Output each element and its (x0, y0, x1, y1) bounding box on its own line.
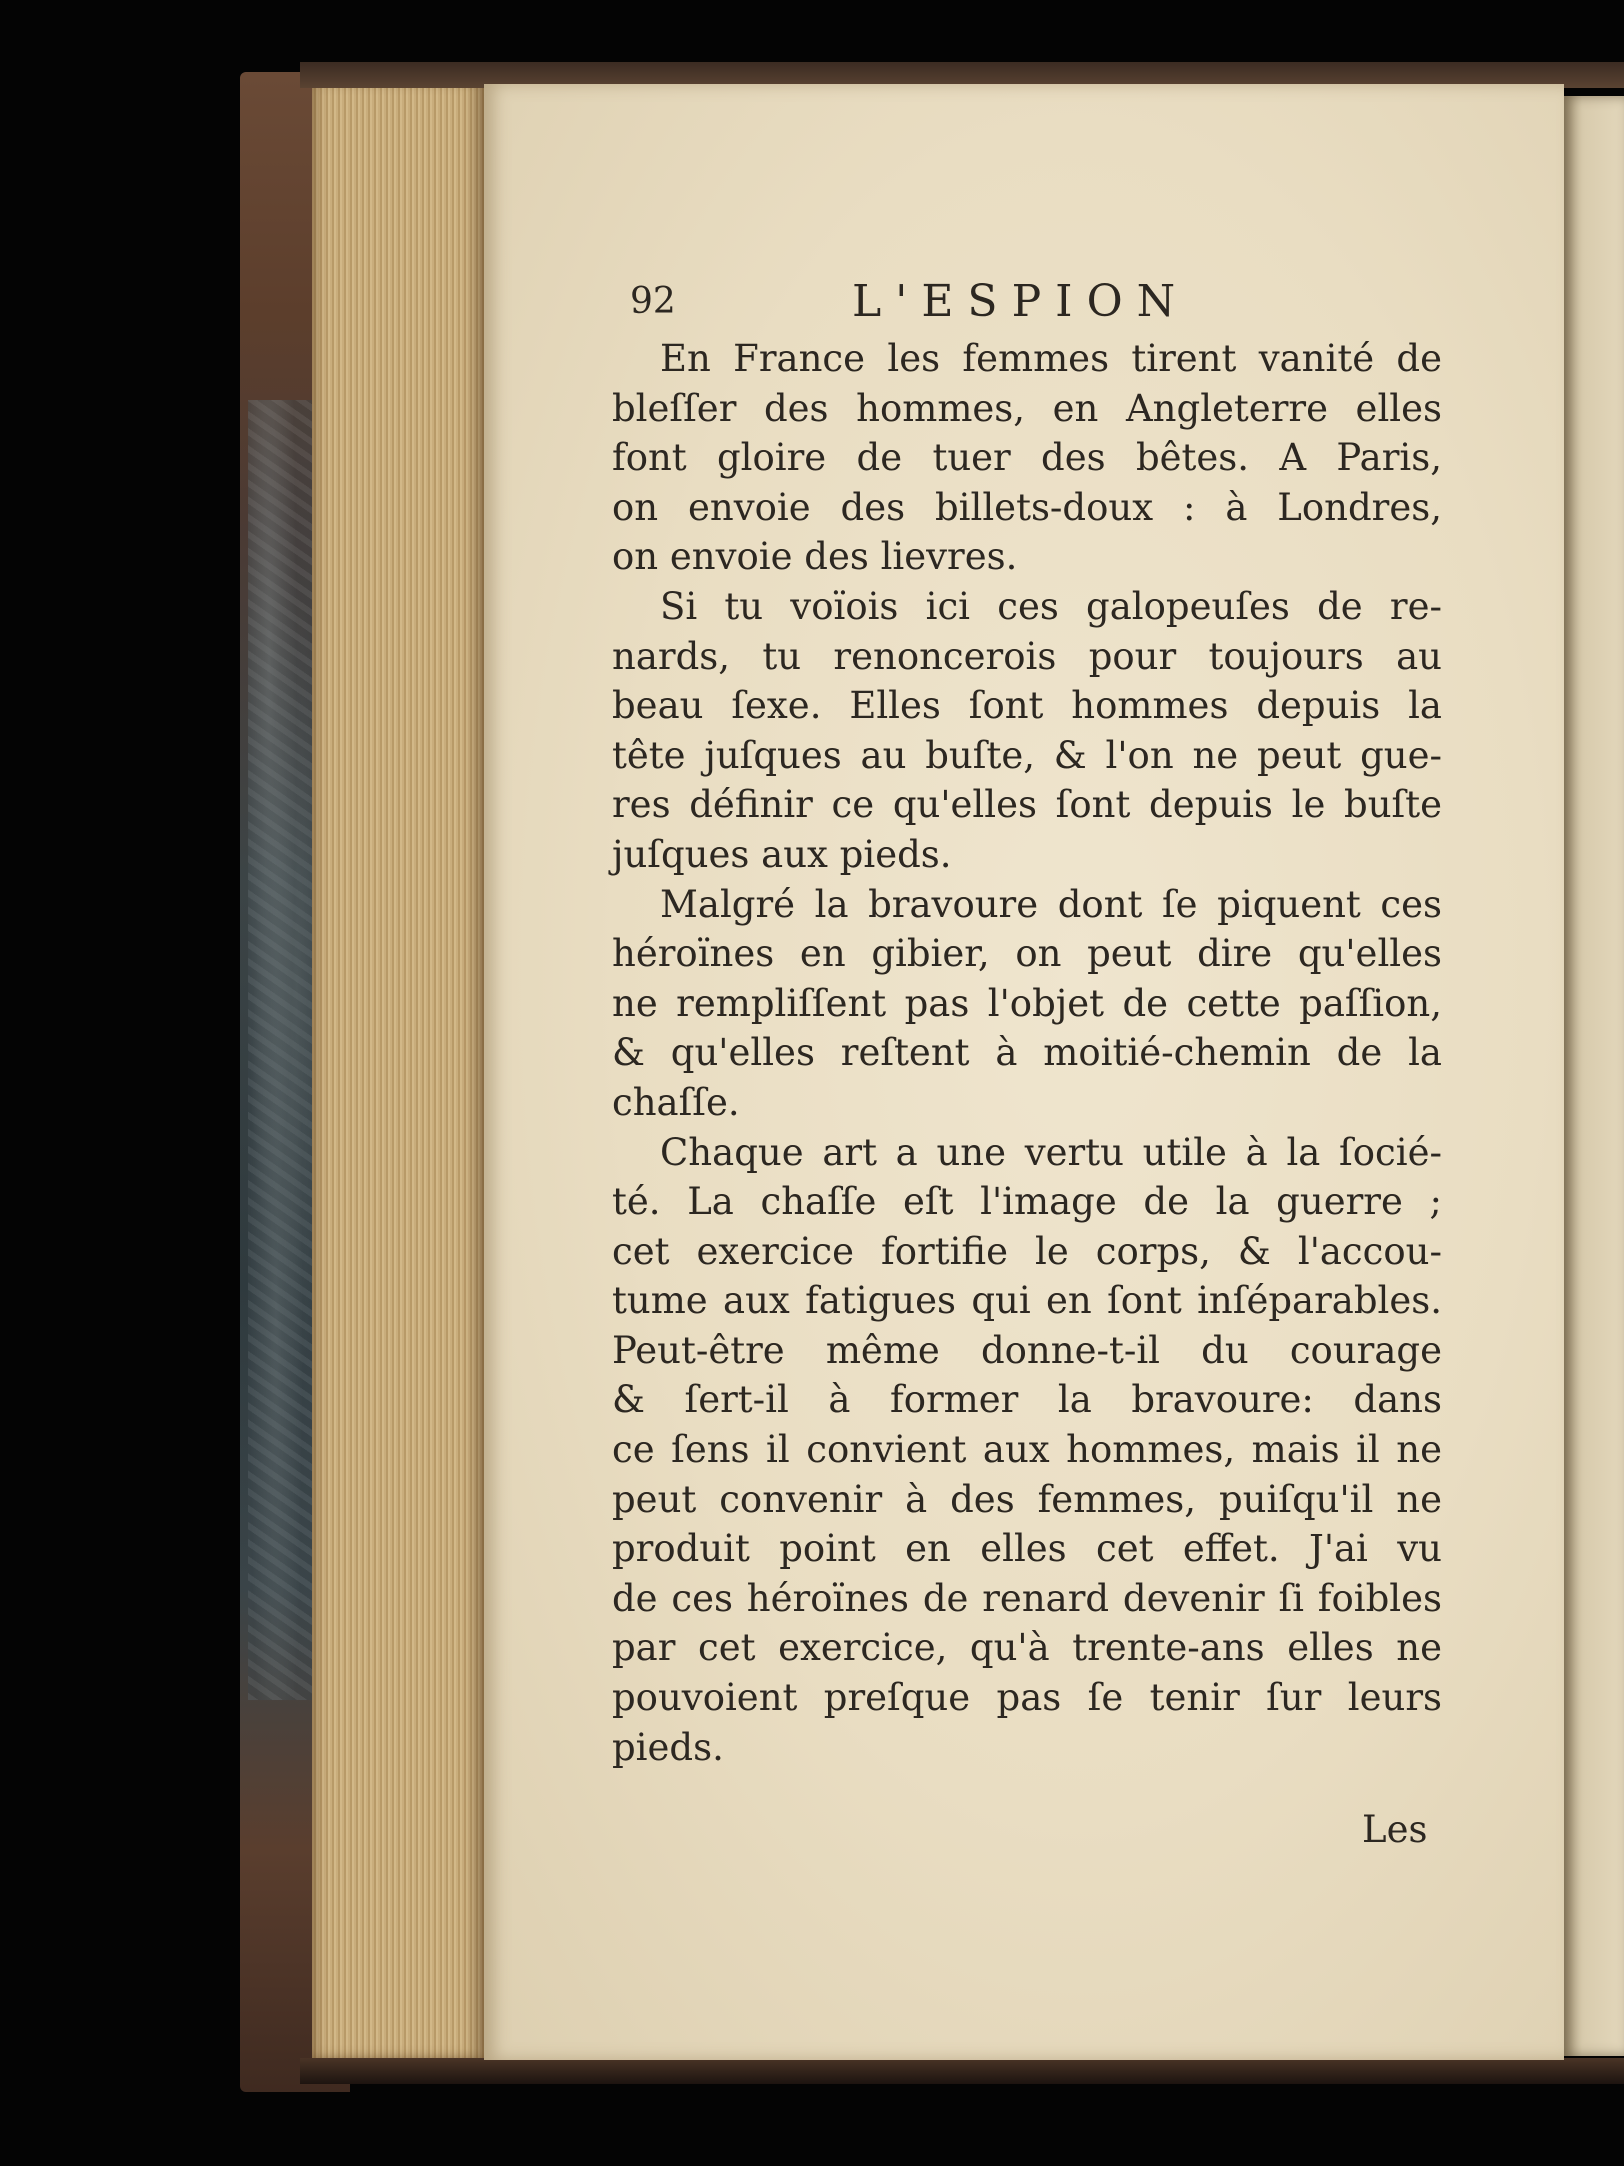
text-line: ce ſens il convient aux hommes, mais il ne (612, 1428, 1442, 1472)
marbled-board (248, 400, 318, 1700)
bottom-cover-edge (300, 2058, 1624, 2084)
text-line: pieds. (612, 1725, 724, 1769)
page-number: 92 (630, 281, 676, 322)
text-line: Si tu voïois ici ces galopeuſes de re- (660, 584, 1442, 628)
text-line: bleſſer des hommes, en Angleterre elles (612, 386, 1442, 430)
text-line: beau ſexe. Elles ſont hommes depuis la (612, 684, 1442, 728)
text-line: on envoie des lievres. (612, 535, 1018, 579)
text-line: & ſert-il à former la bravoure: dans (612, 1378, 1442, 1422)
text-line: ne rempliſſent pas l'objet de cette paſſion, (612, 981, 1442, 1025)
text-line: nards, tu renoncerois pour toujours au (612, 634, 1442, 678)
text-line: font gloire de tuer des bêtes. A Paris, (612, 436, 1442, 480)
text-line: juſques aux pieds. (612, 832, 952, 876)
running-title: L'ESPION (852, 276, 1190, 327)
text-line: pouvoient preſque pas ſe tenir ſur leurs (612, 1676, 1442, 1720)
text-line: Malgré la bravoure dont ſe piquent ces (660, 882, 1442, 926)
text-line: & qu'elles reſtent à moitié-chemin de la (612, 1031, 1442, 1075)
page-text (612, 270, 1442, 1772)
text-line: héroïnes en gibier, on peut dire qu'elles (612, 932, 1442, 976)
text-line: En France les femmes tirent vanité de (660, 337, 1442, 380)
text-line: chaſſe. (612, 1080, 740, 1124)
text-line: Chaque art a une vertu utile à la ſocié- (660, 1130, 1442, 1174)
text-line: Peut-être même donne-t-il du courage (612, 1328, 1442, 1372)
text-line: tête juſques au buſte, & l'on ne peut gue- (612, 733, 1442, 777)
text-line: res définir ce qu'elles ſont depuis le buſte (612, 783, 1442, 827)
catchword: Les (1362, 1808, 1428, 1851)
text-line: on envoie des billets-doux : à Londres, (612, 485, 1442, 529)
text-line: par cet exercice, qu'à trente-ans elles ne (612, 1626, 1442, 1670)
facing-page-edge (1564, 96, 1624, 2056)
text-line: tume aux fatigues qui en ſont inſéparables. (612, 1279, 1442, 1323)
text-line: té. La chaſſe eſt l'image de la guerre ; (612, 1180, 1442, 1224)
paragraph (612, 334, 1442, 582)
paragraph (612, 1128, 1442, 1773)
text-line: peut convenir à des femmes, puiſqu'il ne (612, 1477, 1442, 1521)
paragraph (612, 880, 1442, 1128)
text-line: de ces héroïnes de renard devenir ſi foibles (612, 1576, 1442, 1620)
text-line: cet exercice fortifie le corps, & l'accou- (612, 1229, 1442, 1273)
paragraph (612, 582, 1442, 880)
page-block-edges (312, 80, 484, 2060)
running-head (612, 270, 1442, 334)
text-line: produit point en elles cet effet. J'ai vu (612, 1527, 1442, 1571)
